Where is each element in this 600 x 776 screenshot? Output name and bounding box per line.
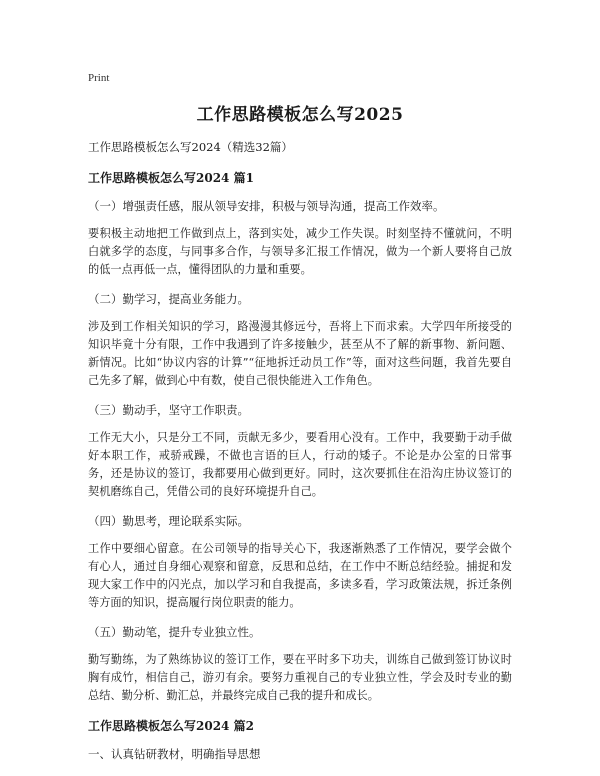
paragraph-heading: （三）勤动手，坚守工作职责。 xyxy=(88,403,249,417)
section-heading: 工作思路模板怎么写2024 篇1 xyxy=(88,171,254,185)
paragraph: 工作中要细心留意。在公司领导的指导关心下，我逐渐熟悉了工作情况，要学会做个有心人，通过自身细心观察和留意，反思和总结，在工作中不断总结经验。捕捉和发现大家工作中的闪光点，加以学习和自我提高，多读多看，学习政策法规，拆迁条例等方面的知识，提高履行岗位职责的能力。 xyxy=(88,542,512,609)
paragraph: 涉及到工作相关知识的学习，路漫漫其修远兮，吾将上下而求索。大学四年所接受的知识毕竟十分有限，工作中我遇到了许多接触少，甚至从不了解的新事物、新问题、新情况。比如“协议内容的计算”“征地拆迁动员工作”等，面对这些问题，我首先要自己先多了解，做到心中有数，使自己很快能进入工作角色。 xyxy=(88,320,512,387)
document-title: 工作思路模板怎么写2025 xyxy=(196,105,404,125)
paragraph-heading: （五）勤动笔，提升专业独立性。 xyxy=(88,625,261,639)
paragraph-heading: （一）增强责任感，服从领导安排，积极与领导沟通，提高工作效率。 xyxy=(88,199,445,213)
paragraph: 要积极主动地把工作做到点上，落到实处，减少工作失误。时刻坚持不懂就问，不明白就多学的态度，与同事多合作，与领导多汇报工作情况，做为一个新人要将自己放的低一点再低一点，懂得团队的力量和重要。 xyxy=(88,227,512,276)
section-1 xyxy=(88,169,512,705)
paragraph: 勤写勤练，为了熟练协议的签订工作，要在平时多下功夫，训练自己做到签订协议时胸有成竹，相信自己，游刃有余。要努力重视自己的专业独立性，学会及时专业的勤总结、勤分析、勤汇总，并最终完成自己我的提升和成长。 xyxy=(88,653,512,702)
paragraph-heading: 一、认真钻研教材，明确指导思想 xyxy=(88,747,261,761)
paragraph: 工作无大小，只是分工不同，贡献无多少，要看用心没有。工作中，我要勤于动手做好本职工作，戒骄戒躁，不做也言语的巨人，行动的矮子。不论是办公室的日常事务，还是协议的签订，我都要用心做到更好。同时，这次要抓住在沿沟庄协议签订的契机磨练自己，凭借公司的良好环境提升自己。 xyxy=(88,431,512,498)
section-heading: 工作思路模板怎么写2024 篇2 xyxy=(88,719,254,733)
document-subtitle: 工作思路模板怎么写2024（精选32篇） xyxy=(88,140,293,154)
paragraph-heading: （四）勤思考，理论联系实际。 xyxy=(88,514,249,528)
print-label[interactable]: Print xyxy=(88,72,110,84)
paragraph-heading: （二）勤学习，提高业务能力。 xyxy=(88,292,249,306)
section-2 xyxy=(88,717,512,762)
